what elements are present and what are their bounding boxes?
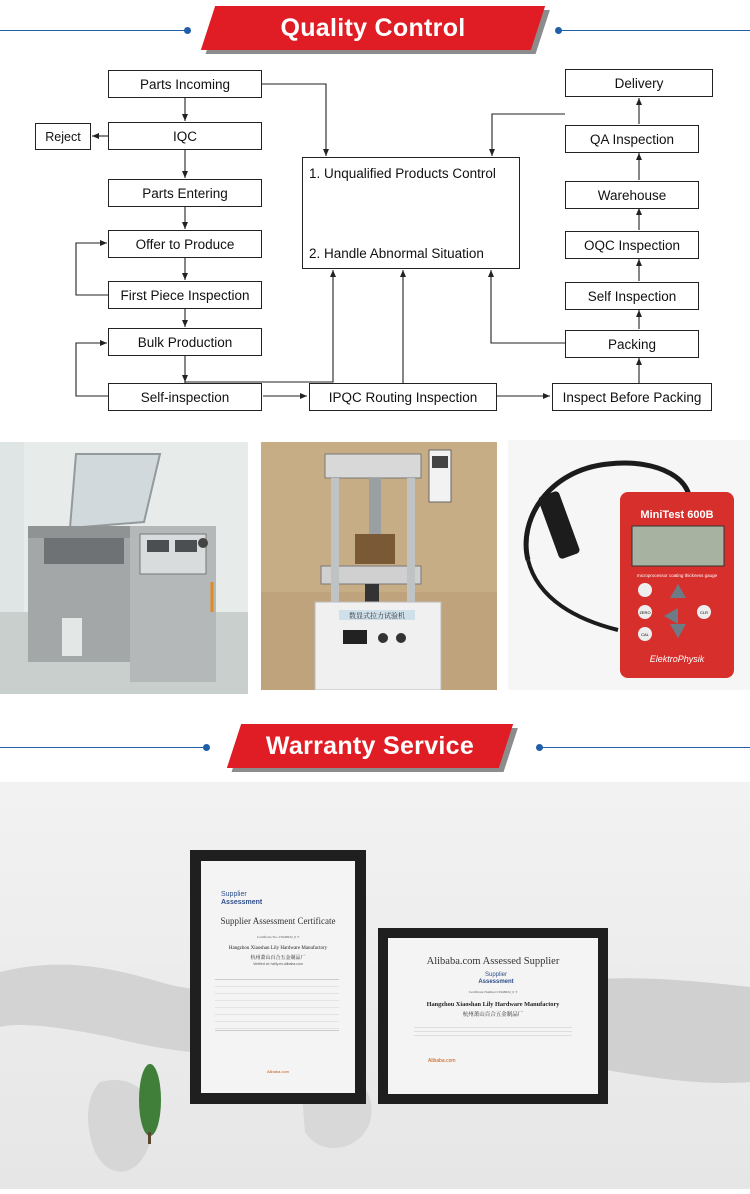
cert-left-logo: [221, 891, 331, 907]
cert-left-url: Verified at: hzlily.en.alibaba.com: [253, 962, 303, 966]
cert-right-details: [414, 1024, 572, 1038]
gauge-btn-cal: CAL: [641, 632, 649, 637]
box-offer-to-produce: Offer to Produce: [108, 230, 262, 258]
cert-right-logo-line1: Supplier: [484, 972, 507, 978]
box-delivery: Delivery: [565, 69, 713, 97]
warranty-banner: [234, 724, 506, 768]
box-parts-entering: Parts Entering: [108, 179, 262, 207]
box-warehouse: Warehouse: [565, 181, 699, 209]
cert-right-company: Hangzhou Xiaoshan Lily Hardware Manufactory: [426, 1001, 560, 1008]
box-control-actions: [302, 157, 520, 269]
certificate-frame-left: [190, 850, 366, 1104]
world-map-backdrop: [0, 782, 750, 1189]
certificate-scene: [0, 782, 750, 1189]
box-bulk-production: Bulk Production: [108, 328, 262, 356]
photo-tensile-tester: [261, 442, 497, 690]
cert-left-company-cn: 杭州萧山百合五金制品厂: [250, 955, 306, 961]
certificate-left: [201, 861, 355, 1093]
cert-right-logo-line2: Assessment: [478, 979, 514, 985]
gauge-btn-clr: CLR: [699, 610, 709, 615]
cert-left-checklist: [215, 979, 339, 1031]
box-self-inspection-left: Self-inspection: [108, 383, 262, 411]
cert-right-logo: [466, 972, 526, 986]
box-reject: Reject: [35, 123, 91, 150]
gauge-brand: ElektroPhysik: [649, 654, 705, 664]
certificate-right: [388, 938, 598, 1094]
cert-right-number: Certificate Number:15946932_0 T: [468, 990, 518, 994]
cert-left-footer: Alibaba.com: [266, 1069, 289, 1074]
control-item-unqualified: 1. Unqualified Products Control: [309, 166, 496, 181]
box-inspect-before-packing: Inspect Before Packing: [552, 383, 712, 411]
warranty-title: Warranty Service: [265, 731, 475, 760]
gauge-btn-zero: ZERO: [639, 610, 651, 615]
cert-left-logo-line1: Supplier: [221, 891, 247, 898]
tensile-testing-machine-icon: [261, 442, 497, 690]
box-first-piece-inspection: First Piece Inspection: [108, 281, 262, 309]
cert-left-logo-line2: Assessment: [221, 899, 263, 906]
box-iqc: IQC: [108, 122, 262, 150]
gauge-subtitle: microprocessor coating thickness gauge: [636, 573, 718, 578]
box-oqc-inspection: OQC Inspection: [565, 231, 699, 259]
cert-left-number: Certificate No.:15946932_0 T: [256, 935, 300, 939]
photo-salt-spray-chamber: [0, 442, 248, 694]
box-self-inspection-right: Self Inspection: [565, 282, 699, 310]
certificate-frame-right: [378, 928, 608, 1104]
box-packing: Packing: [565, 330, 699, 358]
box-ipqc: IPQC Routing Inspection: [309, 383, 497, 411]
cert-left-company: Hangzhou Xiaoshan Lily Hardware Manufactory: [228, 946, 328, 951]
tester-panel-label: 数显式拉力试验机: [349, 612, 405, 620]
cert-right-footer: Alibaba.com: [428, 1058, 456, 1064]
salt-spray-chamber-icon: [0, 442, 248, 694]
photo-thickness-gauge: [508, 440, 750, 690]
header-dot-left: [203, 744, 210, 751]
quality-title: Quality Control: [280, 13, 466, 42]
control-item-abnormal: 2. Handle Abnormal Situation: [309, 246, 484, 261]
header-rule-right: [541, 747, 750, 748]
cert-right-title: Alibaba.com Assessed Supplier: [426, 956, 560, 967]
box-qa-inspection: QA Inspection: [565, 125, 699, 153]
cert-right-company-cn: 杭州萧山百合五金制品厂: [462, 1012, 524, 1018]
header-rule-left: [0, 747, 205, 748]
gauge-model: MiniTest 600B: [640, 509, 714, 521]
cert-left-title: Supplier Assessment Certificate: [220, 916, 336, 926]
box-parts-incoming: Parts Incoming: [108, 70, 262, 98]
coating-thickness-gauge-icon: [508, 440, 750, 690]
